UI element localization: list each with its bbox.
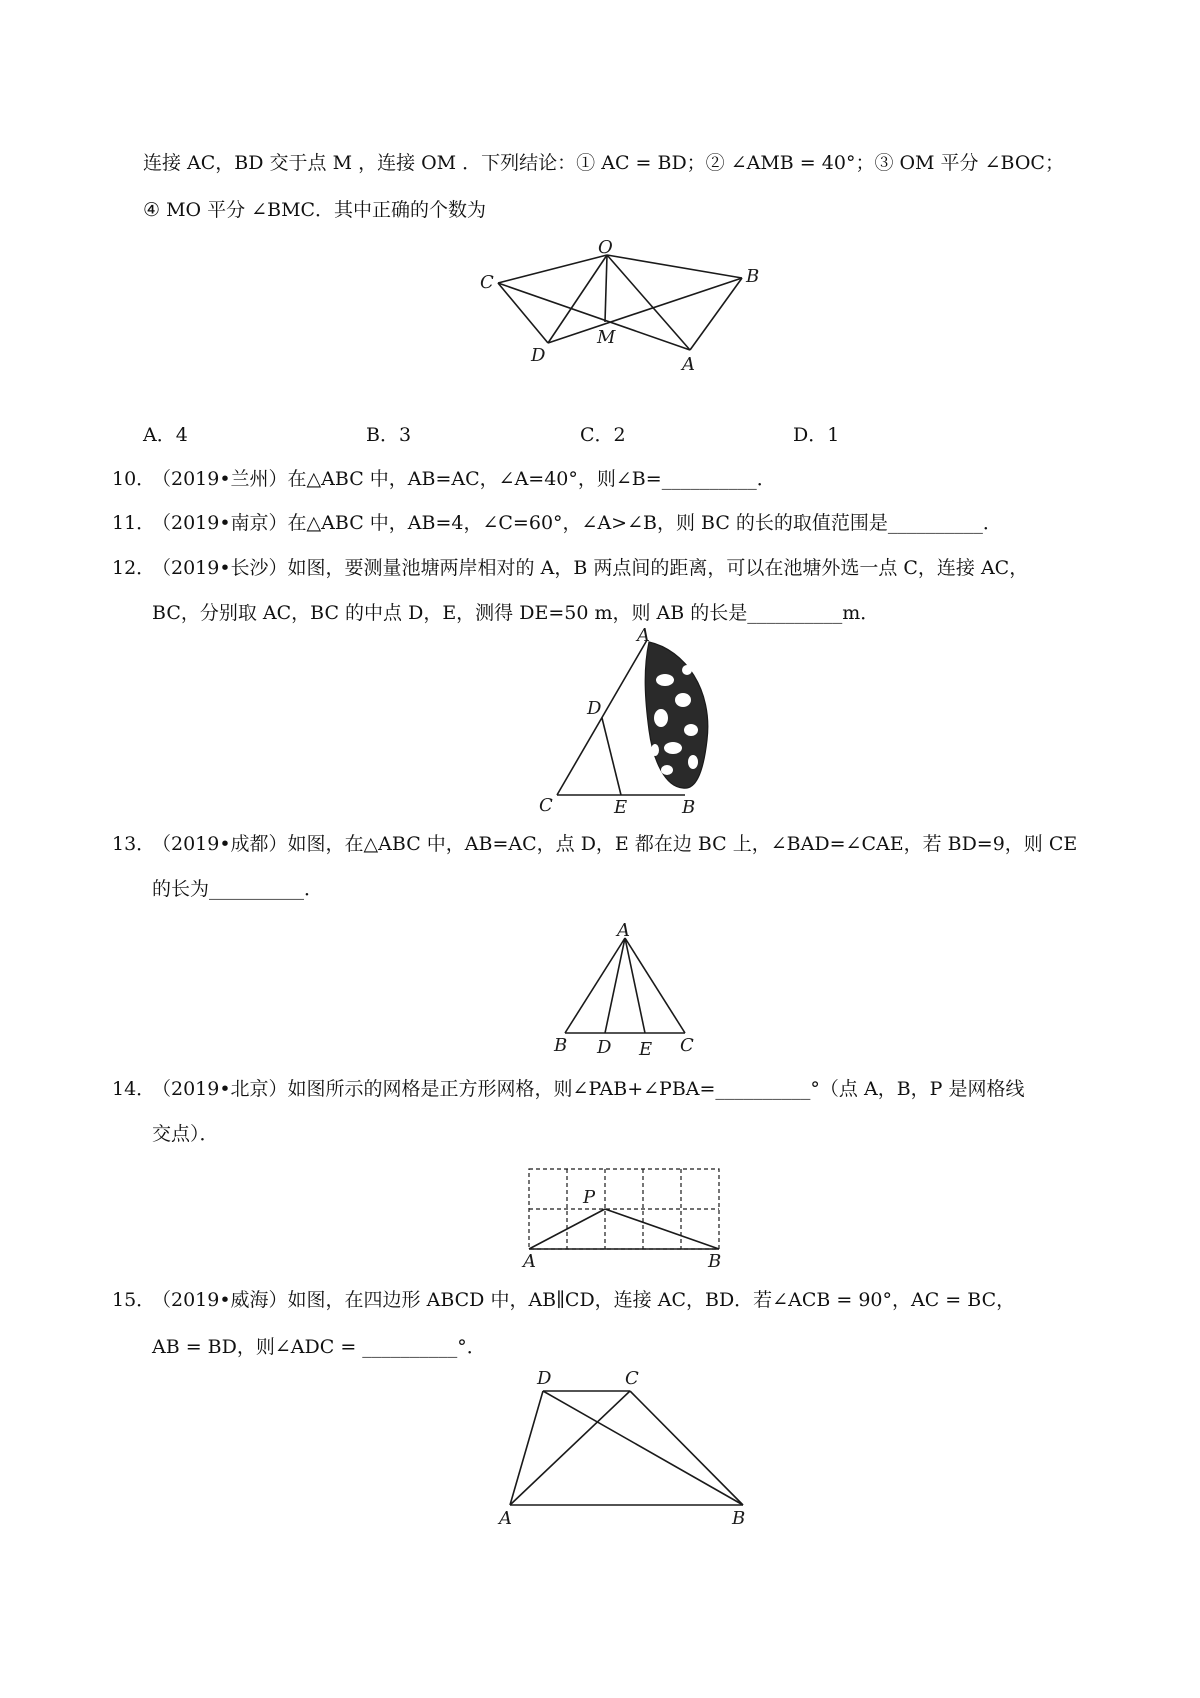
q10-text: （2019•兰州）在△ABC 中，AB=AC，∠A=40°，则∠B=__________． — [152, 468, 776, 490]
q13-label-c: C — [680, 1035, 694, 1056]
q13-number: 13． — [112, 833, 156, 855]
q9-option-d: D．1 — [793, 424, 840, 446]
q12-label-d: D — [587, 698, 602, 719]
q14-label-b: B — [708, 1251, 722, 1272]
q13-text-line2: 的长为__________． — [152, 878, 324, 900]
q9-option-a: A．4 — [143, 424, 188, 446]
q10-number: 10． — [112, 468, 156, 490]
q13-label-a: A — [617, 920, 630, 941]
q9-label-o: O — [598, 237, 613, 258]
q12-figure — [535, 625, 735, 818]
q12-text-line2: BC，分别取 AC，BC 的中点 D，E，测得 DE=50 m，则 AB 的长是__________m． — [152, 602, 880, 624]
q15-label-b: B — [732, 1508, 746, 1529]
q13-text-line1: （2019•成都）如图，在△ABC 中，AB=AC，点 D，E 都在边 BC 上，∠BAD=∠CAE，若 BD=9，则 CE — [152, 833, 1078, 855]
q12-label-e: E — [614, 797, 628, 818]
q9-label-d: D — [531, 345, 546, 366]
q9-figure — [470, 237, 770, 405]
q12-label-b: B — [682, 797, 696, 818]
q14-number: 14． — [112, 1078, 156, 1100]
q14-figure — [520, 1160, 740, 1270]
q12-label-c: C — [539, 795, 553, 816]
q11-text: （2019•南京）在△ABC 中，AB=4，∠C=60°，∠A>∠B，则 BC 的长的取值范围是__________． — [152, 512, 1002, 534]
q9-option-c: C．2 — [580, 424, 626, 446]
q13-label-d: D — [597, 1037, 612, 1058]
q14-label-a: A — [523, 1251, 536, 1272]
q12-text-line1: （2019•长沙）如图，要测量池塘两岸相对的 A，B 两点间的距离，可以在池塘外选一点 C，连接 AC， — [152, 557, 1029, 579]
q12-number: 12． — [112, 557, 156, 579]
q15-figure — [495, 1368, 760, 1528]
q9-label-a: A — [682, 354, 695, 375]
q15-text-line2: AB = BD，则∠ADC = __________°． — [152, 1336, 486, 1358]
q9-text-line1: 连接 AC，BD 交于点 M ，连接 OM ．下列结论：① AC = BD；② ∠AMB = 40°；③ OM 平分 ∠BOC； — [143, 152, 1064, 174]
q13-figure — [540, 918, 710, 1058]
q15-label-d: D — [537, 1368, 552, 1389]
q13-label-e: E — [639, 1039, 653, 1060]
q15-label-a: A — [499, 1508, 512, 1529]
q11-number: 11． — [112, 512, 156, 534]
q14-text-line1: （2019•北京）如图所示的网格是正方形网格，则∠PAB+∠PBA=__________°（点 A，B，P 是网格线 — [152, 1078, 1025, 1100]
q14-text-line2: 交点）． — [152, 1123, 219, 1145]
q13-label-b: B — [554, 1035, 568, 1056]
q9-label-m: M — [597, 327, 616, 348]
q9-label-b: B — [746, 266, 760, 287]
q9-text-line2: ④ MO 平分 ∠BMC．其中正确的个数为 — [143, 199, 487, 221]
q14-label-p: P — [583, 1187, 596, 1208]
q15-number: 15． — [112, 1289, 156, 1311]
q15-label-c: C — [625, 1368, 639, 1389]
q12-label-a: A — [637, 625, 650, 646]
q9-label-c: C — [480, 272, 494, 293]
q9-option-b: B．3 — [366, 424, 412, 446]
q15-text-line1: （2019•威海）如图，在四边形 ABCD 中，AB∥CD，连接 AC，BD．若∠ACB = 90°，AC = BC， — [152, 1289, 1016, 1311]
